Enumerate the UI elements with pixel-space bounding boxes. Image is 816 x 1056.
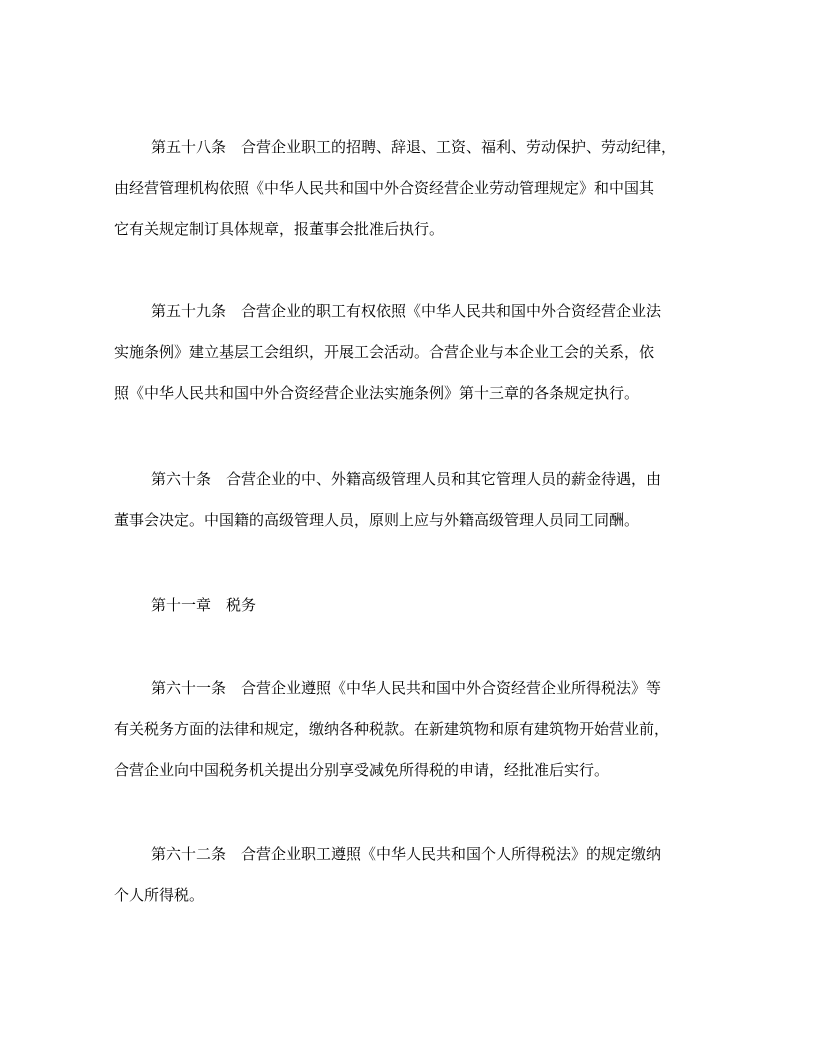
paragraph-line: 由经营管理机构依照《中华人民共和国中外合资经营企业劳动管理规定》和中国其 <box>114 179 655 197</box>
article-59-paragraph <box>114 291 704 414</box>
chapter-heading-text: 第十一章 税务 <box>151 596 257 614</box>
paragraph-line: 合营企业向中国税务机关提出分别享受减免所得税的申请，经批准后实行。 <box>114 761 610 779</box>
chapter-11-heading <box>114 585 704 626</box>
paragraph-line: 照《中华人民共和国中外合资经营企业法实施条例》第十三章的各条规定执行。 <box>114 384 640 402</box>
paragraph-line: 第五十九条 合营企业的职工有权依照《中华人民共和国中外合资经营企业法 <box>151 302 662 320</box>
article-62-paragraph <box>114 834 704 916</box>
article-60-paragraph <box>114 459 704 541</box>
paragraph-line: 有关税务方面的法律和规定，缴纳各种税款。在新建筑物和原有建筑物开始营业前， <box>114 720 670 738</box>
paragraph-line: 第六十条 合营企业的中、外籍高级管理人员和其它管理人员的薪金待遇，由 <box>151 470 662 488</box>
paragraph-line: 第六十一条 合营企业遵照《中华人民共和国中外合资经营企业所得税法》等 <box>151 679 662 697</box>
paragraph-line: 第六十二条 合营企业职工遵照《中华人民共和国个人所得税法》的规定缴纳 <box>151 845 662 863</box>
paragraph-line: 个人所得税。 <box>114 886 205 904</box>
article-58-paragraph <box>114 127 704 250</box>
article-61-paragraph <box>114 668 704 791</box>
paragraph-line: 第五十八条 合营企业职工的招聘、辞退、工资、福利、劳动保护、劳动纪律， <box>151 138 677 156</box>
paragraph-line: 实施条例》建立基层工会组织，开展工会活动。合营企业与本企业工会的关系，依 <box>114 343 655 361</box>
paragraph-line: 董事会决定。中国籍的高级管理人员，原则上应与外籍高级管理人员同工同酬。 <box>114 511 640 529</box>
paragraph-line: 它有关规定制订具体规章，报董事会批准后执行。 <box>114 220 445 238</box>
